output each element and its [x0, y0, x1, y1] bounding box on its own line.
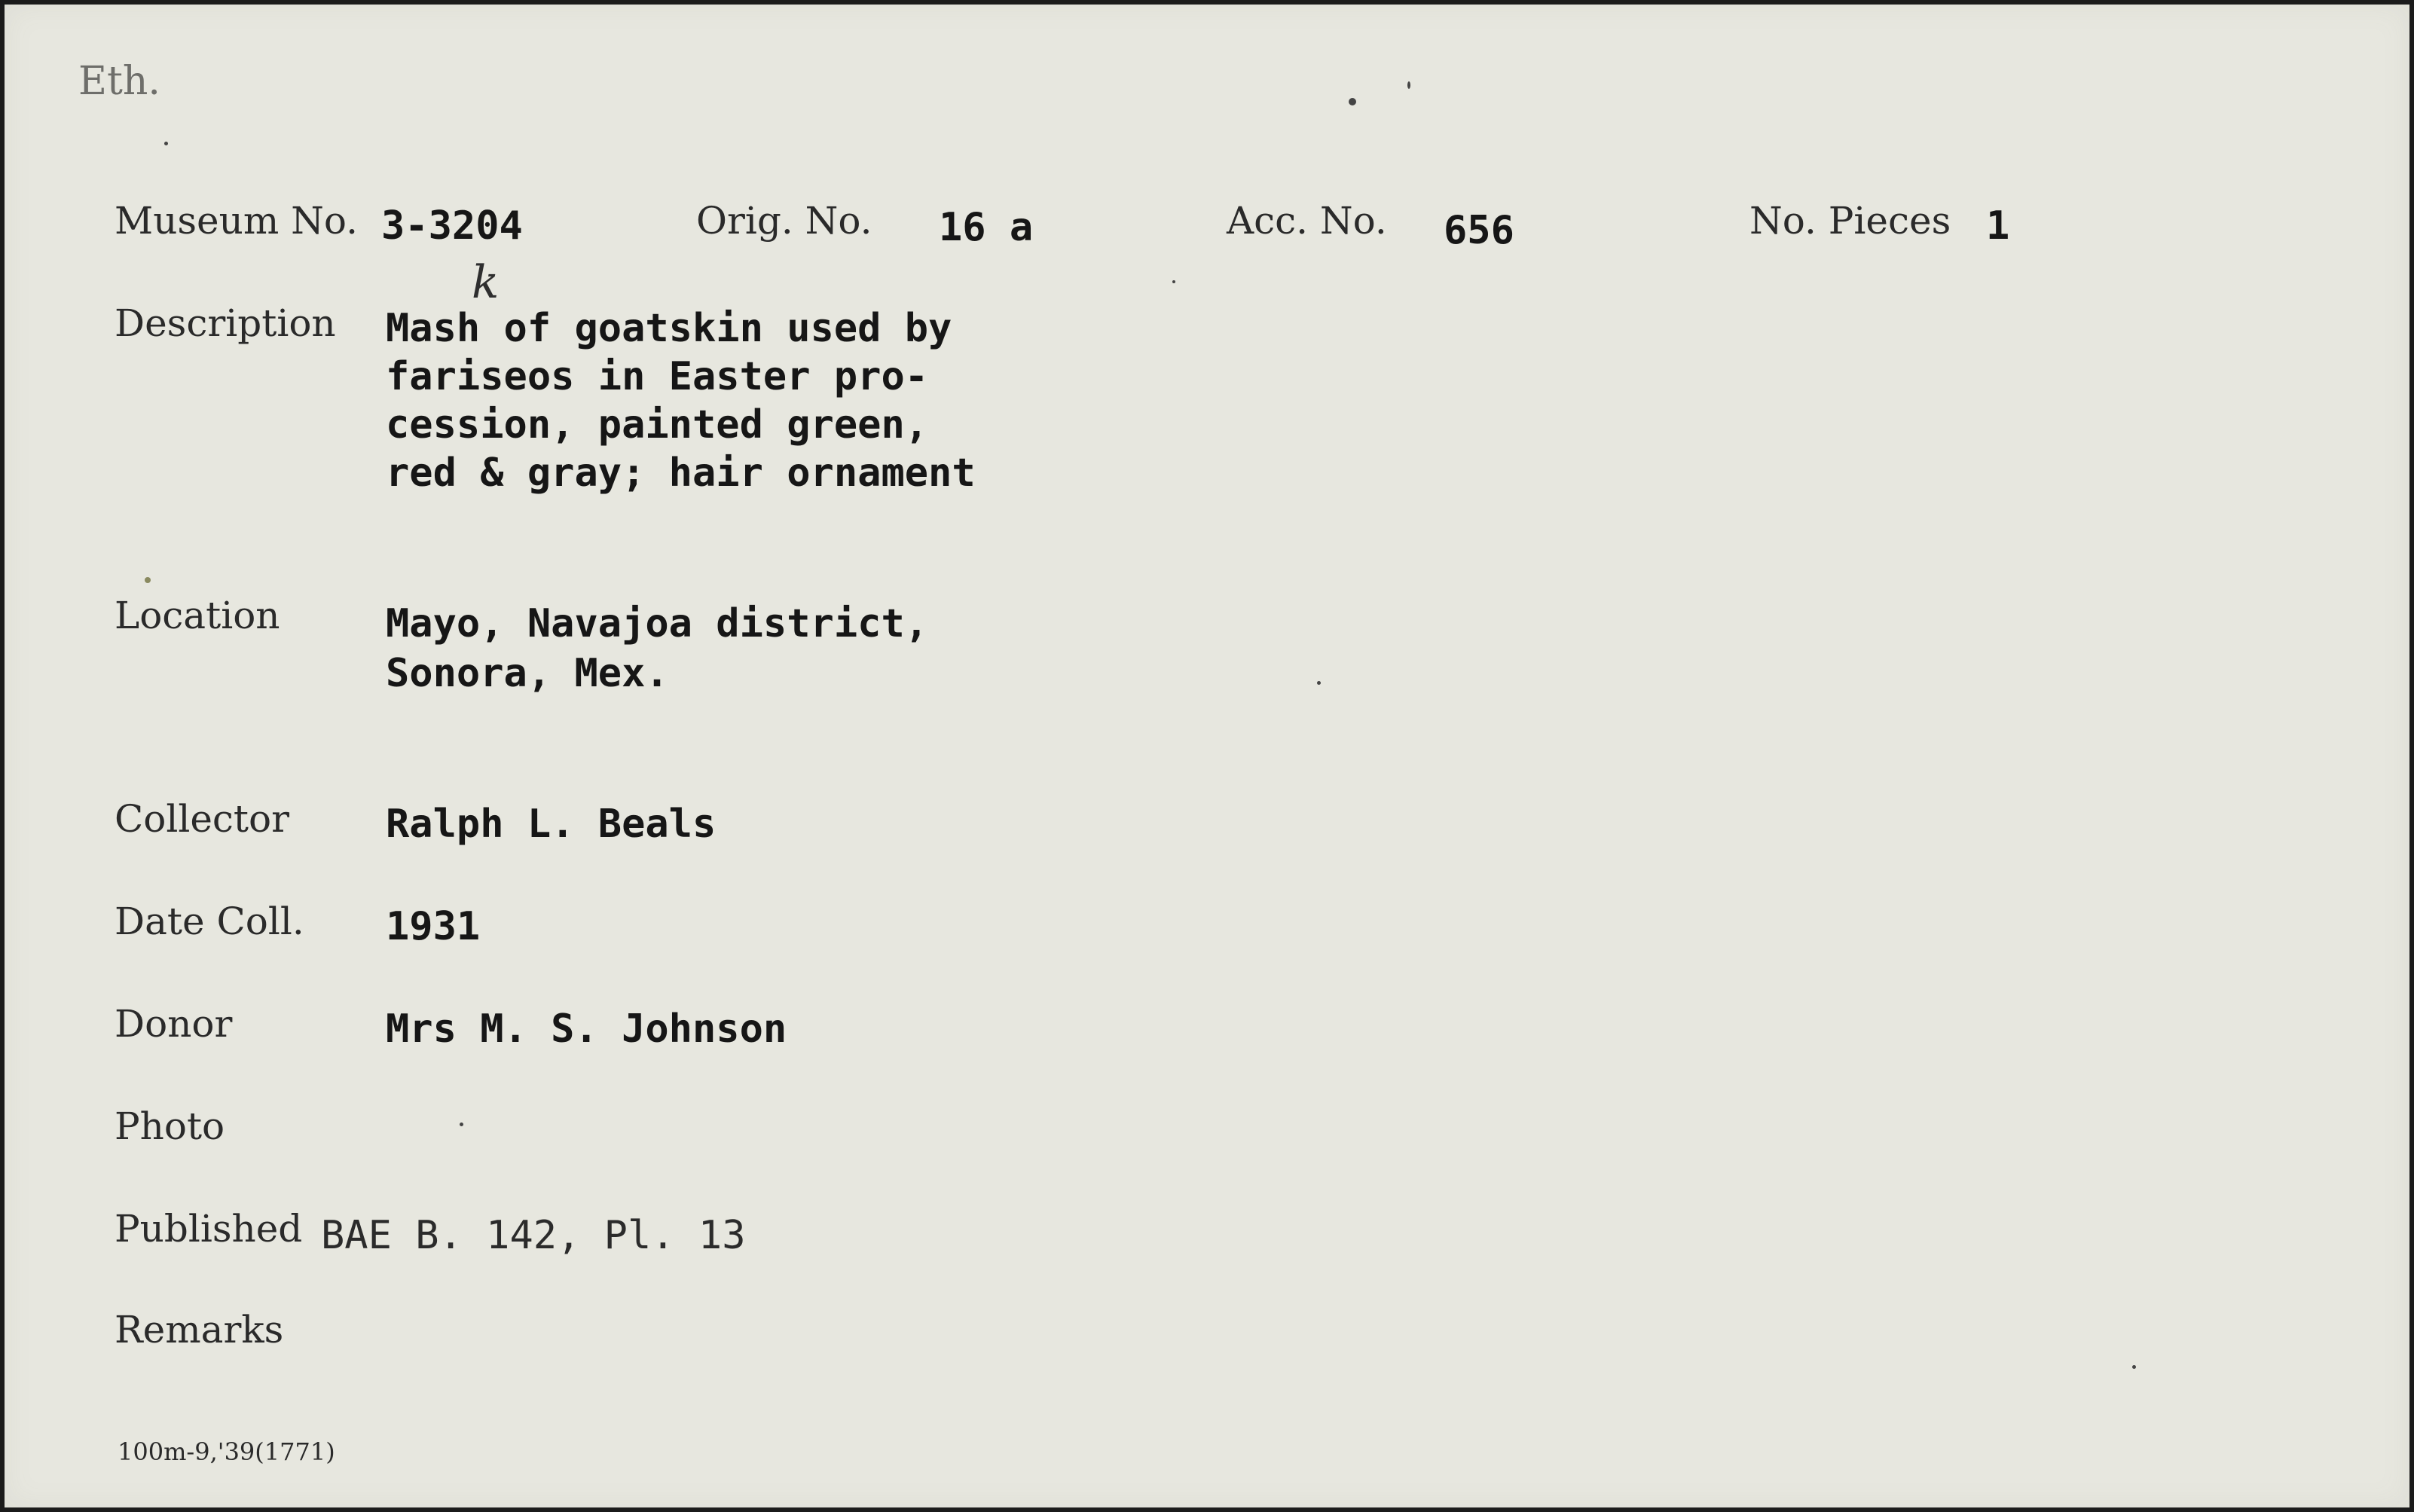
- description-line: Mash of goatskin used by: [386, 306, 952, 351]
- ink-speck: [164, 142, 168, 145]
- remarks-label: Remarks: [115, 1308, 284, 1352]
- eth-heading: Eth.: [78, 59, 160, 104]
- orig-no-value: 16 a: [939, 205, 1034, 250]
- no-pieces-label: No. Pieces: [1749, 199, 1951, 243]
- ink-speck: [145, 577, 151, 583]
- published-label: Published: [115, 1207, 303, 1251]
- ink-speck: [1317, 681, 1321, 685]
- acc-no-value: 656: [1444, 208, 1514, 253]
- collector-label: Collector: [115, 797, 290, 841]
- ink-speck: [1349, 98, 1356, 105]
- ink-speck: [1407, 81, 1410, 89]
- ink-speck: [460, 1123, 463, 1126]
- orig-no-label: Orig. No.: [696, 199, 872, 243]
- catalog-card: [5, 5, 2409, 1507]
- location-line: Sonora, Mex.: [386, 651, 669, 696]
- photo-label: Photo: [115, 1104, 225, 1148]
- description-label: Description: [115, 301, 336, 345]
- donor-label: Donor: [115, 1002, 233, 1046]
- description-line: red & gray; hair ornament: [386, 451, 976, 496]
- description-line: cession, painted green,: [386, 402, 929, 447]
- location-label: Location: [115, 594, 280, 637]
- description-line: fariseos in Easter pro-: [386, 354, 929, 399]
- print-code-footer: 100m-9,'39(1771): [118, 1437, 335, 1466]
- no-pieces-value: 1: [1986, 203, 2010, 249]
- acc-no-label: Acc. No.: [1227, 199, 1387, 243]
- collector-value: Ralph L. Beals: [386, 802, 717, 847]
- date-coll-label: Date Coll.: [115, 900, 304, 943]
- ink-speck: [1172, 280, 1175, 283]
- museum-no-label: Museum No.: [115, 199, 359, 243]
- museum-no-value: 3-3204: [381, 203, 523, 249]
- donor-value: Mrs M. S. Johnson: [386, 1006, 787, 1052]
- date-coll-value: 1931: [386, 904, 481, 949]
- location-line: Mayo, Navajoa district,: [386, 601, 929, 646]
- handwritten-correction: k: [472, 256, 500, 309]
- published-value: BAE B. 142, Pl. 13: [321, 1213, 746, 1258]
- ink-speck: [2132, 1365, 2136, 1369]
